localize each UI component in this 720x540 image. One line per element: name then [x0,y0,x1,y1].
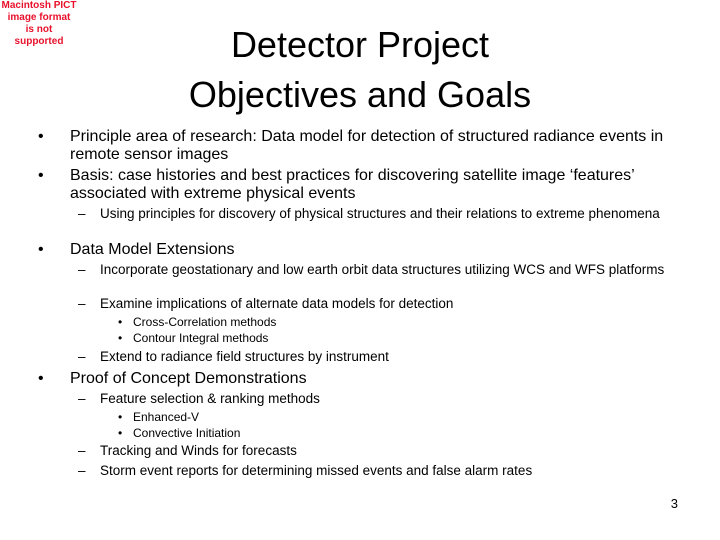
subsubbullet-enhanced-v [118,410,678,424]
bullet-text: Basis: case histories and best practices for discovering satellite image ‘features’ associated with extreme physical events [70,167,635,202]
subbullet-radiance-field [78,349,690,365]
bullet-basis [38,167,688,203]
subbullet-principles [78,206,690,222]
dash-marker: – [78,391,86,406]
pict-line-3: is not supported [14,24,64,47]
bullet-dot: • [118,315,123,329]
dash-marker: – [78,206,86,221]
bullet-dot: • [118,410,123,424]
subsubbullet-text: Cross-Correlation methods [133,315,277,329]
pict-line-1: Macintosh PICT [1,0,77,11]
subbullet-text: Examine implications of alternate data models for detection [100,296,454,311]
bullet-text: Principle area of research: Data model for detection of structured radiance events in remote sensor images [70,128,664,163]
slide-title [0,20,720,120]
bullet-dot: • [38,167,44,184]
subbullet-text: Tracking and Winds for forecasts [100,443,297,458]
bullet-dot: • [38,370,44,387]
dash-marker: – [78,443,86,458]
dash-marker: – [78,349,86,364]
title-line-2: Objectives and Goals [188,74,532,115]
bullet-data-model-extensions [38,241,688,259]
bullet-dot: • [118,331,123,345]
subsubbullet-text: Convective Initiation [133,426,241,440]
subbullet-alternate-models [78,296,690,312]
subbullet-geostationary [78,262,690,278]
subbullet-text: Storm event reports for determining missed events and false alarm rates [100,463,533,478]
subsubbullet-cross-correlation [118,315,678,329]
dash-marker: – [78,296,86,311]
pict-line-2: image format [7,12,71,23]
bullet-text: Proof of Concept Demonstrations [70,370,307,387]
subbullet-text: Using principles for discovery of physical structures and their relations to extreme phenomena [100,206,660,221]
bullet-proof-of-concept [38,370,688,388]
subbullet-feature-selection [78,391,690,407]
subbullet-text: Incorporate geostationary and low earth orbit data structures utilizing WCS and WFS platforms [100,262,665,277]
title-line-1: Detector Project [230,24,490,65]
bullet-dot: • [118,426,123,440]
bullet-dot: • [38,128,44,145]
dash-marker: – [78,262,86,277]
subbullet-text: Extend to radiance field structures by instrument [100,349,389,364]
bullet-research-area [38,128,688,164]
subbullet-text: Feature selection & ranking methods [100,391,320,406]
subsubbullet-text: Enhanced-V [133,410,200,424]
subbullet-tracking-winds [78,443,690,459]
bullet-text: Data Model Extensions [70,241,235,258]
dash-marker: – [78,463,86,478]
subsubbullet-convective-initiation [118,426,678,440]
subbullet-storm-reports [78,463,690,479]
page-number: 3 [670,496,678,511]
subsubbullet-contour-integral [118,331,678,345]
subsubbullet-text: Contour Integral methods [133,331,269,345]
bullet-dot: • [38,241,44,258]
